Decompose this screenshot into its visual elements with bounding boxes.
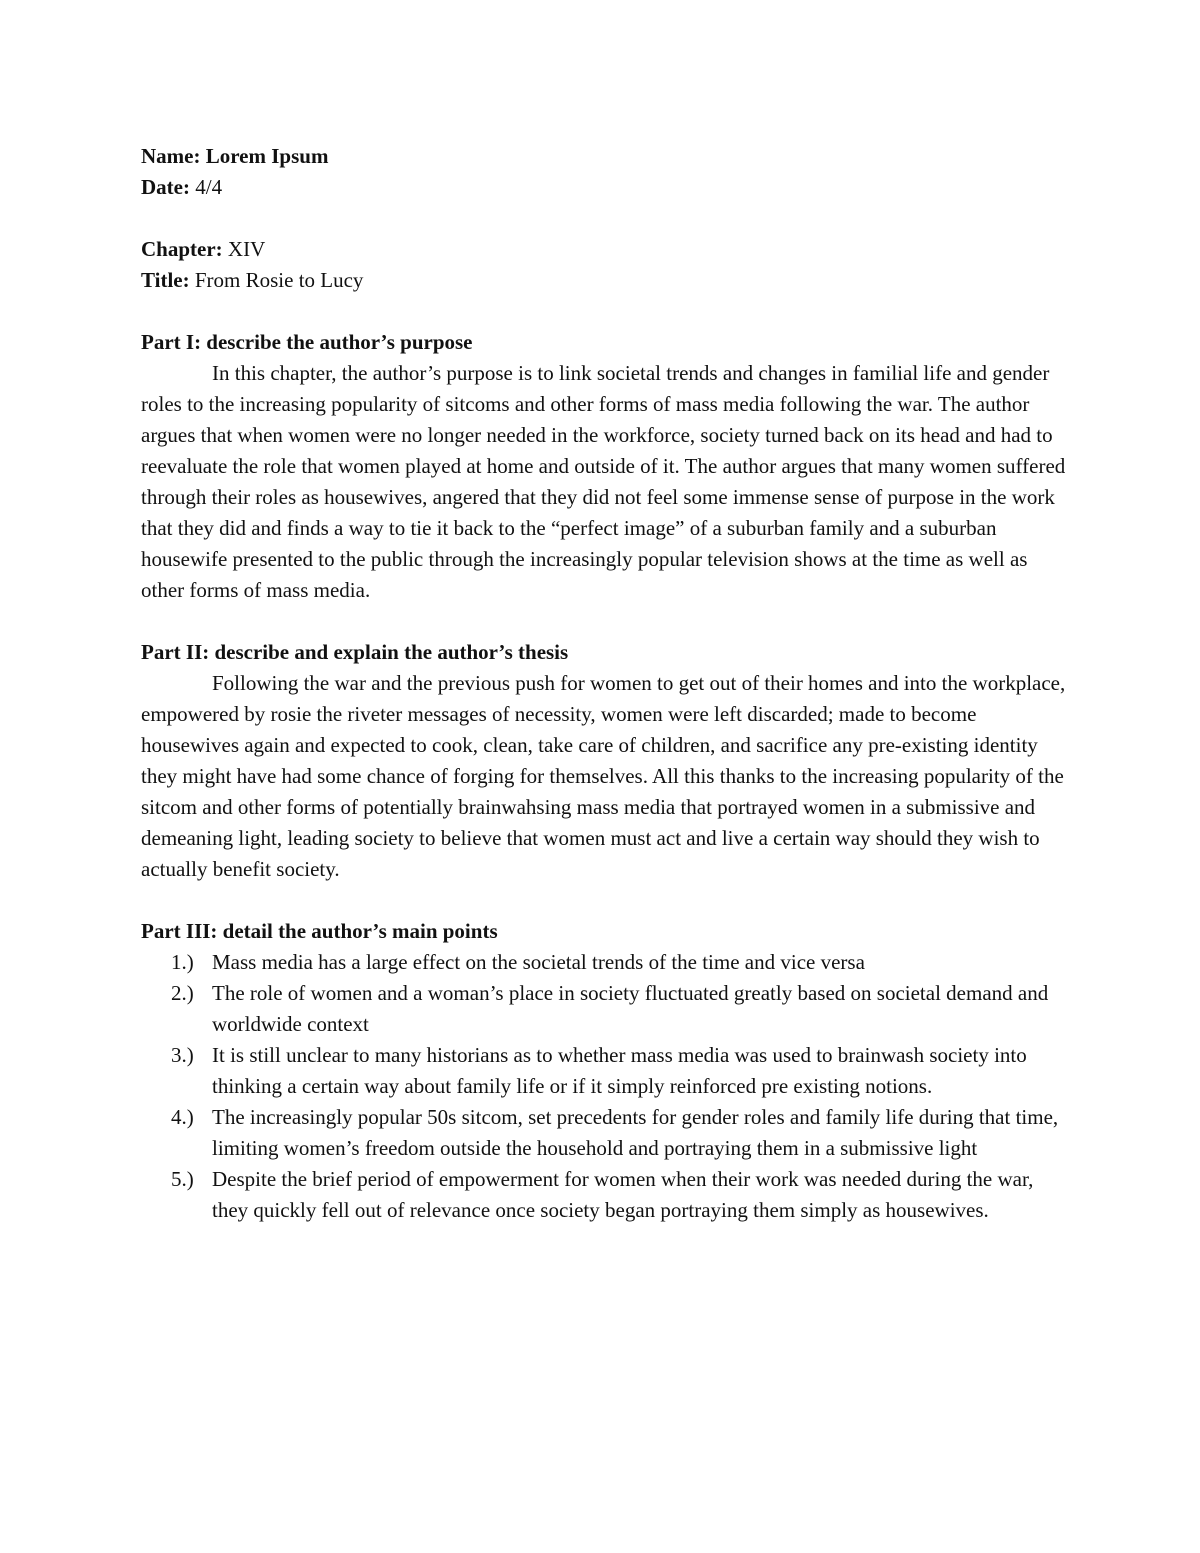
chapter-label: Chapter: — [141, 237, 223, 261]
list-item-text: The increasingly popular 50s sitcom, set precedents for gender roles and family life during that time, limiting women’s freedom outside the household and portraying them in a submissive light — [212, 1105, 1059, 1160]
list-item — [141, 1164, 1066, 1226]
list-item-text: Mass media has a large effect on the societal trends of the time and vice versa — [212, 950, 865, 974]
list-item — [141, 947, 1066, 978]
list-item-number: 3.) — [171, 1043, 194, 1067]
chapter-value: XIV — [227, 237, 266, 261]
title-line — [141, 265, 1066, 296]
part2-heading: Part II: describe and explain the author’s thesis — [141, 640, 569, 664]
spacer — [141, 296, 1066, 327]
list-item-text: It is still unclear to many historians as to whether mass media was used to brainwash society into thinking a certain way about family life or if it simply reinforced pre existing notions. — [212, 1043, 1027, 1098]
spacer — [141, 606, 1066, 637]
date-value: 4/4 — [195, 175, 223, 199]
name-line — [141, 141, 1066, 172]
list-item — [141, 978, 1066, 1040]
name-value: Lorem Ipsum — [205, 144, 329, 168]
title-value: From Rosie to Lucy — [194, 268, 364, 292]
part2-paragraph: Following the war and the previous push for women to get out of their homes and into the workplace, empowered by rosie the riveter messages of necessity, women were left discarded; made to become housewives again and expected to cook, clean, take care of children, and sacrifice any pre-existing identity they might have had some chance of forging for themselves. All this thanks to the increasing popularity of the sitcom and other forms of potentially brainwahsing mass media that portrayed women in a submissive and demeaning light, leading society to believe that women must act and live a certain way should they wish to actually benefit society. — [141, 671, 1066, 881]
list-item-number: 1.) — [171, 950, 194, 974]
list-item-number: 4.) — [171, 1105, 194, 1129]
main-points-list — [141, 947, 1066, 1226]
spacer — [141, 203, 1066, 234]
list-item-number: 5.) — [171, 1167, 194, 1191]
date-label: Date: — [141, 175, 190, 199]
date-line — [141, 172, 1066, 203]
part3-heading: Part III: detail the author’s main points — [141, 919, 498, 943]
list-item-number: 2.) — [171, 981, 194, 1005]
list-item-text: The role of women and a woman’s place in society fluctuated greatly based on societal demand and worldwide context — [212, 981, 1049, 1036]
list-item-text: Despite the brief period of empowerment for women when their work was needed during the war, they quickly fell out of relevance once society began portraying them simply as housewives. — [212, 1167, 1034, 1222]
title-label: Title: — [141, 268, 190, 292]
list-item — [141, 1040, 1066, 1102]
spacer — [141, 885, 1066, 916]
chapter-line — [141, 234, 1066, 265]
list-item — [141, 1102, 1066, 1164]
part1-heading: Part I: describe the author’s purpose — [141, 330, 473, 354]
part1-paragraph: In this chapter, the author’s purpose is to link societal trends and changes in familial life and gender roles to the increasing popularity of sitcoms and other forms of mass media following the war. The author argues that when women were no longer needed in the workforce, society turned back on its head and had to reevaluate the role that women played at home and outside of it. The author argues that many women suffered through their roles as housewives, angered that they did not feel some immense sense of purpose in the work that they did and finds a way to tie it back to the “perfect image” of a suburban family and a suburban housewife presented to the public through the increasingly popular television shows at the time as well as other forms of mass media. — [141, 361, 1066, 602]
document-page — [141, 141, 1066, 1226]
name-label: Name: — [141, 144, 201, 168]
